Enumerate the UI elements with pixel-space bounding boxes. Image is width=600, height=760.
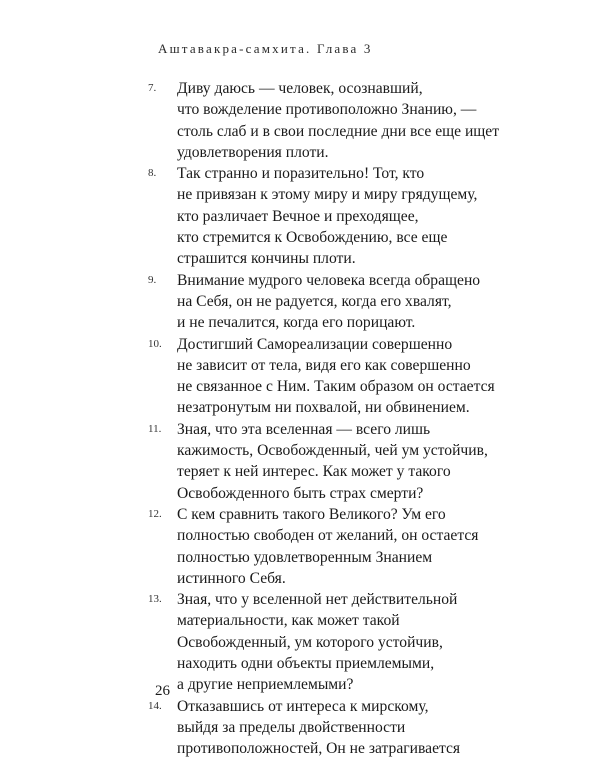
verse-list bbox=[148, 78, 548, 760]
verse-line: удовлетворения плоти. bbox=[177, 143, 329, 161]
verse-line: Диву даюсь — человек, осознавший, bbox=[177, 80, 423, 97]
verse-line: кажимость, Освобожденный, чей ум устойчив, bbox=[177, 442, 488, 460]
verse bbox=[148, 589, 548, 695]
verse-line: противоположностей, Он не затрагивается bbox=[177, 740, 461, 758]
verse-line: выйдя за пределы двойственности bbox=[177, 718, 406, 736]
running-head: Аштавакра-самхита. Глава 3 bbox=[158, 41, 373, 56]
verse-line: Освобожденного быть страх смерти? bbox=[177, 484, 424, 502]
verse-number: 11. bbox=[148, 422, 162, 435]
verse-number: 8. bbox=[148, 167, 157, 180]
verse-line: кто стремится к Освобождению, все еще bbox=[177, 229, 448, 247]
verse-line: Внимание мудрого человека всегда обращено bbox=[177, 271, 481, 289]
verse bbox=[148, 78, 548, 163]
verse-line: столь слаб и в свои последние дни все еще ищет bbox=[177, 122, 500, 140]
page-number: 26 bbox=[155, 683, 170, 699]
verse-line: не зависит от тела, видя его как совершенно bbox=[177, 356, 471, 374]
verse-line: Зная, что эта вселенная — всего лишь bbox=[177, 420, 431, 438]
verse bbox=[148, 419, 548, 504]
verse-line: полностью свободен от желаний, он остается bbox=[177, 527, 479, 545]
verse-line: что вожделение противоположно Знанию, — bbox=[177, 101, 477, 119]
verse bbox=[148, 163, 548, 269]
verse bbox=[148, 270, 548, 334]
verse-line: истинного Себя. bbox=[177, 569, 286, 587]
verse-line: теряет к ней интерес. Как может у такого bbox=[177, 463, 451, 481]
verse-number: 13. bbox=[148, 593, 162, 606]
verse bbox=[148, 334, 548, 419]
verse-line: Достигший Самореализации совершенно bbox=[177, 335, 453, 353]
verse-line: Освобожденный, ум которого устойчив, bbox=[177, 633, 443, 651]
verse-number: 12. bbox=[148, 507, 162, 520]
verse-number: 9. bbox=[148, 273, 157, 286]
verse-number: 7. bbox=[148, 82, 157, 94]
verse-line: Так странно и поразительно! Тот, кто bbox=[177, 165, 425, 183]
verse-line: а другие неприемлемыми? bbox=[177, 676, 354, 694]
verse-line: незатронутым ни похвалой, ни обвинением. bbox=[177, 399, 470, 417]
verse-line: и не печалится, когда его порицают. bbox=[177, 314, 416, 332]
verse-number: 14. bbox=[148, 699, 162, 712]
verse-number: 10. bbox=[148, 337, 162, 350]
verse bbox=[148, 504, 548, 589]
verse-line: Зная, что у вселенной нет действительной bbox=[177, 591, 458, 609]
verse-line: находить одни объекты приемлемыми, bbox=[177, 655, 435, 673]
verse-line: на Себя, он не радуется, когда его хвалят, bbox=[177, 292, 452, 310]
verse-line: кто различает Вечное и преходящее, bbox=[177, 207, 419, 225]
verse-line: не связанное с Ним. Таким образом он остается bbox=[177, 378, 495, 396]
verse-line: полностью удовлетворенным Знанием bbox=[177, 548, 433, 566]
verse-line: С кем сравнить такого Великого? Ум его bbox=[177, 505, 446, 523]
verse-line: Отказавшись от интереса к мирскому, bbox=[177, 697, 429, 715]
verse-line: страшится кончины плоти. bbox=[177, 250, 356, 268]
verse-line: не привязан к этому миру и миру грядущему, bbox=[177, 186, 478, 204]
verse-line: материальности, как может такой bbox=[177, 612, 400, 630]
